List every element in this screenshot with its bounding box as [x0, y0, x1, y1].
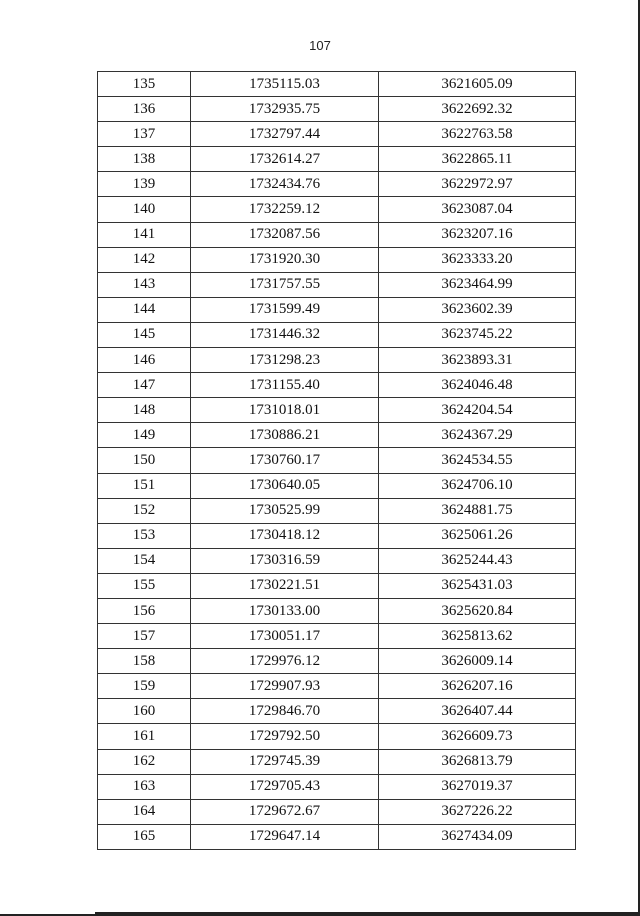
x-coordinate-cell: 1732614.27 — [191, 147, 379, 172]
point-id-cell: 137 — [98, 122, 191, 147]
table-row — [98, 272, 576, 297]
point-id-cell: 149 — [98, 423, 191, 448]
x-coordinate-cell: 1730525.99 — [191, 498, 379, 523]
point-id-cell: 148 — [98, 398, 191, 423]
point-id-cell: 146 — [98, 348, 191, 373]
y-coordinate-cell: 3626813.79 — [379, 749, 576, 774]
point-id-cell: 156 — [98, 598, 191, 623]
y-coordinate-cell: 3625620.84 — [379, 598, 576, 623]
point-id-cell: 159 — [98, 674, 191, 699]
x-coordinate-cell: 1730760.17 — [191, 448, 379, 473]
point-id-cell: 147 — [98, 373, 191, 398]
x-coordinate-cell: 1732434.76 — [191, 172, 379, 197]
x-coordinate-cell: 1731298.23 — [191, 348, 379, 373]
x-coordinate-cell: 1729647.14 — [191, 824, 379, 849]
y-coordinate-cell: 3626207.16 — [379, 674, 576, 699]
y-coordinate-cell: 3625061.26 — [379, 523, 576, 548]
point-id-cell: 157 — [98, 624, 191, 649]
x-coordinate-cell: 1730133.00 — [191, 598, 379, 623]
x-coordinate-cell: 1731757.55 — [191, 272, 379, 297]
table-row — [98, 222, 576, 247]
point-id-cell: 139 — [98, 172, 191, 197]
point-id-cell: 158 — [98, 649, 191, 674]
y-coordinate-cell: 3624706.10 — [379, 473, 576, 498]
point-id-cell: 154 — [98, 548, 191, 573]
table-row — [98, 699, 576, 724]
x-coordinate-cell: 1731446.32 — [191, 322, 379, 347]
table-row — [98, 523, 576, 548]
y-coordinate-cell: 3623207.16 — [379, 222, 576, 247]
table-row — [98, 749, 576, 774]
point-id-cell: 135 — [98, 72, 191, 97]
x-coordinate-cell: 1730886.21 — [191, 423, 379, 448]
table-row — [98, 598, 576, 623]
y-coordinate-cell: 3626009.14 — [379, 649, 576, 674]
coordinates-table — [97, 71, 576, 850]
table-row — [98, 147, 576, 172]
x-coordinate-cell: 1731920.30 — [191, 247, 379, 272]
point-id-cell: 150 — [98, 448, 191, 473]
point-id-cell: 143 — [98, 272, 191, 297]
point-id-cell: 165 — [98, 824, 191, 849]
table-row — [98, 72, 576, 97]
x-coordinate-cell: 1730221.51 — [191, 573, 379, 598]
point-id-cell: 162 — [98, 749, 191, 774]
table-row — [98, 247, 576, 272]
y-coordinate-cell: 3624881.75 — [379, 498, 576, 523]
table-row — [98, 473, 576, 498]
table-row — [98, 122, 576, 147]
y-coordinate-cell: 3627019.37 — [379, 774, 576, 799]
point-id-cell: 160 — [98, 699, 191, 724]
x-coordinate-cell: 1730051.17 — [191, 624, 379, 649]
y-coordinate-cell: 3623464.99 — [379, 272, 576, 297]
table-row — [98, 172, 576, 197]
x-coordinate-cell: 1730418.12 — [191, 523, 379, 548]
table-row — [98, 624, 576, 649]
x-coordinate-cell: 1729792.50 — [191, 724, 379, 749]
y-coordinate-cell: 3624046.48 — [379, 373, 576, 398]
table-row — [98, 774, 576, 799]
y-coordinate-cell: 3624367.29 — [379, 423, 576, 448]
table-row — [98, 448, 576, 473]
point-id-cell: 141 — [98, 222, 191, 247]
x-coordinate-cell: 1729745.39 — [191, 749, 379, 774]
y-coordinate-cell: 3626609.73 — [379, 724, 576, 749]
point-id-cell: 153 — [98, 523, 191, 548]
y-coordinate-cell: 3627226.22 — [379, 799, 576, 824]
table-row — [98, 398, 576, 423]
point-id-cell: 151 — [98, 473, 191, 498]
page-number: 107 — [309, 38, 331, 53]
x-coordinate-cell: 1731018.01 — [191, 398, 379, 423]
y-coordinate-cell: 3622692.32 — [379, 97, 576, 122]
table-row — [98, 373, 576, 398]
coordinates-table-body — [98, 72, 576, 850]
y-coordinate-cell: 3622763.58 — [379, 122, 576, 147]
x-coordinate-cell: 1731155.40 — [191, 373, 379, 398]
table-row — [98, 799, 576, 824]
y-coordinate-cell: 3627434.09 — [379, 824, 576, 849]
x-coordinate-cell: 1732935.75 — [191, 97, 379, 122]
y-coordinate-cell: 3625244.43 — [379, 548, 576, 573]
y-coordinate-cell: 3625431.03 — [379, 573, 576, 598]
y-coordinate-cell: 3625813.62 — [379, 624, 576, 649]
point-id-cell: 138 — [98, 147, 191, 172]
table-row — [98, 348, 576, 373]
y-coordinate-cell: 3623602.39 — [379, 297, 576, 322]
table-row — [98, 423, 576, 448]
point-id-cell: 136 — [98, 97, 191, 122]
table-row — [98, 197, 576, 222]
point-id-cell: 163 — [98, 774, 191, 799]
point-id-cell: 140 — [98, 197, 191, 222]
table-row — [98, 498, 576, 523]
table-row — [98, 548, 576, 573]
y-coordinate-cell: 3622865.11 — [379, 147, 576, 172]
y-coordinate-cell: 3624204.54 — [379, 398, 576, 423]
x-coordinate-cell: 1732087.56 — [191, 222, 379, 247]
point-id-cell: 145 — [98, 322, 191, 347]
table-row — [98, 297, 576, 322]
y-coordinate-cell: 3623893.31 — [379, 348, 576, 373]
x-coordinate-cell: 1729705.43 — [191, 774, 379, 799]
x-coordinate-cell: 1729907.93 — [191, 674, 379, 699]
y-coordinate-cell: 3623333.20 — [379, 247, 576, 272]
point-id-cell: 152 — [98, 498, 191, 523]
y-coordinate-cell: 3623745.22 — [379, 322, 576, 347]
table-row — [98, 824, 576, 849]
point-id-cell: 164 — [98, 799, 191, 824]
table-row — [98, 674, 576, 699]
x-coordinate-cell: 1735115.03 — [191, 72, 379, 97]
point-id-cell: 142 — [98, 247, 191, 272]
table-row — [98, 649, 576, 674]
table-row — [98, 322, 576, 347]
x-coordinate-cell: 1729976.12 — [191, 649, 379, 674]
x-coordinate-cell: 1730316.59 — [191, 548, 379, 573]
y-coordinate-cell: 3626407.44 — [379, 699, 576, 724]
x-coordinate-cell: 1730640.05 — [191, 473, 379, 498]
x-coordinate-cell: 1731599.49 — [191, 297, 379, 322]
point-id-cell: 161 — [98, 724, 191, 749]
table-row — [98, 573, 576, 598]
x-coordinate-cell: 1729846.70 — [191, 699, 379, 724]
y-coordinate-cell: 3623087.04 — [379, 197, 576, 222]
x-coordinate-cell: 1729672.67 — [191, 799, 379, 824]
y-coordinate-cell: 3624534.55 — [379, 448, 576, 473]
table-row — [98, 724, 576, 749]
x-coordinate-cell: 1732797.44 — [191, 122, 379, 147]
point-id-cell: 144 — [98, 297, 191, 322]
y-coordinate-cell: 3621605.09 — [379, 72, 576, 97]
table-row — [98, 97, 576, 122]
y-coordinate-cell: 3622972.97 — [379, 172, 576, 197]
x-coordinate-cell: 1732259.12 — [191, 197, 379, 222]
footer-rule — [95, 912, 640, 914]
point-id-cell: 155 — [98, 573, 191, 598]
